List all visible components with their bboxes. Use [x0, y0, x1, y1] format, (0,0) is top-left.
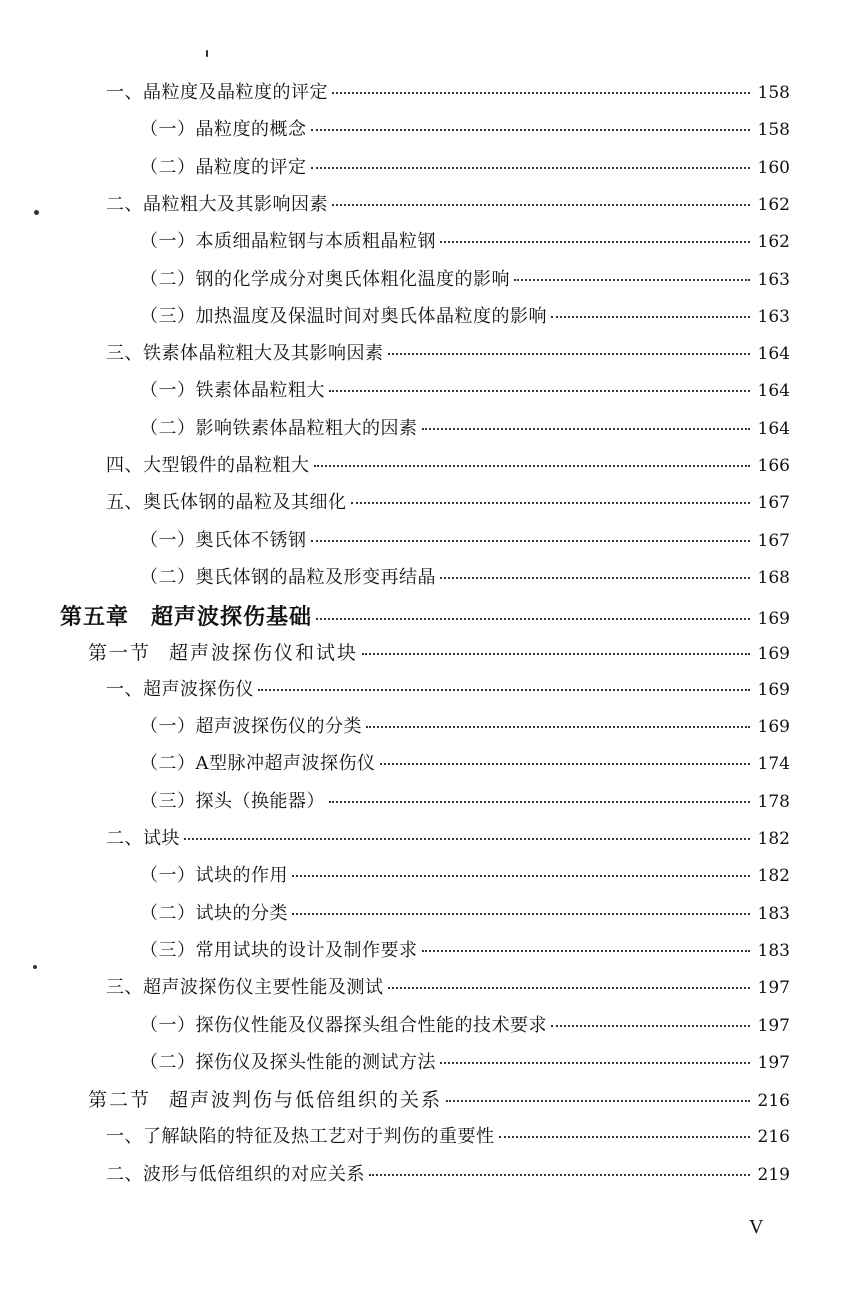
toc-entry-page: 169 — [757, 717, 790, 738]
toc-entry-number: 第五章 — [60, 605, 130, 631]
toc-entry-sub — [140, 153, 790, 179]
toc-entry-text: 一、了解缺陷的特征及热工艺对于判伤的重要性 — [106, 1126, 495, 1148]
toc-entry-page: 163 — [757, 306, 790, 327]
toc-entry-item — [106, 339, 790, 365]
dot-leader — [388, 987, 751, 989]
toc-entry-text: （二）影响铁素体晶粒粗大的因素 — [140, 417, 418, 439]
dot-leader — [440, 577, 750, 579]
toc-entry-text: （一）超声波探伤仪的分类 — [140, 716, 362, 738]
toc-entry-text: （一）晶粒度的概念 — [140, 119, 307, 141]
dot-leader — [380, 763, 751, 765]
toc-entry-text: （二）晶粒度的评定 — [140, 156, 307, 178]
dot-leader — [311, 167, 751, 169]
toc-entry-item — [106, 190, 790, 216]
toc-entry-page: 164 — [757, 381, 790, 402]
toc-entry-text: （三）加热温度及保温时间对奥氏体晶粒度的影响 — [140, 305, 547, 327]
toc-entry-page: 158 — [757, 120, 790, 141]
toc-entry-title — [140, 265, 510, 291]
toc-entry-title — [140, 1011, 547, 1037]
toc-entry-item — [106, 675, 790, 701]
toc-entry-sub — [140, 526, 790, 552]
toc-entry-sub — [140, 414, 790, 440]
dot-leader — [184, 838, 750, 840]
dot-leader — [446, 1100, 750, 1102]
toc-entry-sub — [140, 227, 790, 253]
toc-entry-sub — [140, 265, 790, 291]
toc-entry-page: 167 — [757, 530, 790, 551]
toc-entry-text: 一、晶粒度及晶粒度的评定 — [106, 82, 328, 103]
toc-entry-text: 五、奥氏体钢的晶粒及其细化 — [106, 492, 347, 514]
toc-entry-title — [106, 78, 328, 104]
toc-entry-text: 超声波判伤与低倍组织的关系 — [169, 1089, 443, 1112]
toc-entry-title — [140, 936, 418, 962]
toc-entry-text: 二、试块 — [106, 828, 180, 849]
toc-entry-text: （一）本质细晶粒钢与本质粗晶粒钢 — [140, 231, 436, 253]
toc-entry-text: 超声波探伤基础 — [151, 605, 313, 631]
dot-leader — [329, 801, 750, 803]
toc-entry-number: 第一节 — [88, 641, 152, 664]
dot-leader — [351, 502, 751, 504]
toc-entry-item — [106, 451, 790, 477]
toc-entry-page: 197 — [757, 1052, 790, 1073]
toc-entry-page: 169 — [757, 609, 790, 630]
toc-entry-page: 167 — [757, 493, 790, 514]
toc-entry-page: 216 — [757, 1127, 790, 1148]
toc-entry-text: （一）探伤仪性能及仪器探头组合性能的技术要求 — [140, 1014, 547, 1036]
toc-entry-text: （二）探伤仪及探头性能的测试方法 — [140, 1051, 436, 1073]
toc-entry-text: （一）奥氏体不锈钢 — [140, 529, 307, 551]
toc-entry-page: 169 — [757, 679, 790, 700]
toc-entry-title — [140, 376, 325, 402]
toc-entry-title — [140, 1048, 436, 1074]
toc-entry-title — [140, 227, 436, 253]
dot-leader — [258, 689, 750, 691]
toc-entry-sub — [140, 376, 790, 402]
toc-entry-page: 162 — [757, 194, 790, 215]
toc-entry-title — [140, 899, 288, 925]
toc-entry-sub — [140, 115, 790, 141]
toc-entry-text: （一）试块的作用 — [140, 865, 288, 887]
toc-entry-page: 178 — [757, 791, 790, 812]
scan-speck — [206, 50, 208, 57]
toc-entry-sub — [140, 899, 790, 925]
dot-leader — [422, 428, 751, 430]
toc-entry-title — [106, 973, 384, 999]
toc-entry-text: （三）常用试块的设计及制作要求 — [140, 939, 418, 961]
toc-entry-sub — [140, 712, 790, 738]
toc-entry-page: 160 — [757, 157, 790, 178]
toc-entry-page: 182 — [757, 829, 790, 849]
toc-entry-text: （二）奥氏体钢的晶粒及形变再结晶 — [140, 566, 436, 588]
toc-entry-title — [88, 638, 358, 665]
toc-entry-title — [140, 787, 325, 813]
toc-entry-page: 166 — [757, 456, 790, 476]
toc-entry-title — [140, 302, 547, 328]
toc-entry-text: 三、超声波探伤仪主要性能及测试 — [106, 977, 384, 999]
toc-entry-title — [140, 153, 307, 179]
dot-leader — [499, 1136, 751, 1138]
toc-entry-title — [140, 563, 436, 589]
toc-entry-chapter — [60, 600, 790, 631]
toc-entry-page: 158 — [757, 83, 790, 103]
toc-entry-item — [106, 824, 790, 850]
dot-leader — [314, 465, 751, 467]
toc-entry-sub — [140, 302, 790, 328]
toc-entry-sub — [140, 563, 790, 589]
toc-entry-item — [106, 1160, 790, 1186]
toc-entry-number: 第二节 — [88, 1089, 152, 1112]
toc-entry-text: 四、大型锻件的晶粒粗大 — [106, 455, 310, 476]
toc-entry-sub — [140, 861, 790, 887]
toc-entry-sub — [140, 787, 790, 813]
dot-leader — [332, 92, 750, 94]
dot-leader — [329, 390, 750, 392]
toc-entry-title — [106, 675, 254, 701]
toc-entry-title — [106, 190, 328, 216]
toc-entry-section — [88, 638, 790, 665]
toc-entry-text: （二）试块的分类 — [140, 902, 288, 924]
toc-entry-title — [106, 1160, 365, 1186]
toc-entry-title — [106, 1122, 495, 1148]
toc-entry-title — [106, 824, 180, 850]
dot-leader — [366, 726, 750, 728]
dot-leader — [422, 950, 751, 952]
toc-entry-page: 174 — [757, 754, 790, 775]
toc-entry-title — [140, 712, 362, 738]
toc-entry-title — [140, 414, 418, 440]
toc-entry-text: 超声波探伤仪和试块 — [169, 641, 359, 664]
toc-entry-title — [106, 339, 384, 365]
dot-leader — [332, 204, 750, 206]
toc-entry-title — [60, 600, 312, 631]
dot-leader — [362, 653, 750, 655]
toc-entry-page: 164 — [757, 418, 790, 439]
toc-entry-text: 二、波形与低倍组织的对应关系 — [106, 1163, 365, 1185]
toc-entry-page: 164 — [757, 344, 790, 365]
dot-leader — [388, 353, 751, 355]
toc-entry-sub — [140, 749, 790, 775]
toc-entry-page: 169 — [757, 643, 790, 664]
dot-leader — [292, 913, 750, 915]
toc-entry-page: 216 — [757, 1091, 790, 1112]
toc-entry-text: （二）钢的化学成分对奥氏体粗化温度的影响 — [140, 268, 510, 290]
toc-entry-title — [106, 451, 310, 477]
toc-entry-text: （二）A型脉冲超声波探伤仪 — [140, 753, 376, 775]
dot-leader — [440, 241, 750, 243]
dot-leader — [311, 540, 751, 542]
toc-entry-sub — [140, 1011, 790, 1037]
toc-entry-page: 219 — [757, 1164, 790, 1185]
toc-entry-page: 182 — [757, 866, 790, 887]
toc-entry-section — [88, 1085, 790, 1112]
scan-speck — [34, 210, 39, 215]
toc-entry-text: 二、晶粒粗大及其影响因素 — [106, 193, 328, 215]
toc-entry-sub — [140, 936, 790, 962]
scan-speck — [33, 965, 37, 969]
toc-entry-item — [106, 1122, 790, 1148]
toc-entry-item — [106, 78, 790, 104]
toc-entry-page: 197 — [757, 1015, 790, 1036]
toc-entry-sub — [140, 1048, 790, 1074]
toc-entry-text: （三）探头（换能器） — [140, 790, 325, 812]
toc-entry-title — [140, 861, 288, 887]
toc-entry-title — [140, 115, 307, 141]
toc-entry-page: 183 — [757, 903, 790, 924]
toc-entry-page: 168 — [757, 567, 790, 588]
toc-entry-text: （一）铁素体晶粒粗大 — [140, 380, 325, 402]
toc-entry-title — [140, 526, 307, 552]
dot-leader — [551, 1025, 750, 1027]
dot-leader — [514, 279, 750, 281]
dot-leader — [551, 316, 750, 318]
toc-entry-title — [140, 749, 376, 775]
dot-leader — [440, 1062, 750, 1064]
toc-entry-text: 三、铁素体晶粒粗大及其影响因素 — [106, 343, 384, 365]
toc-entry-text: 一、超声波探伤仪 — [106, 678, 254, 700]
dot-leader — [292, 875, 750, 877]
dot-leader — [311, 129, 751, 131]
dot-leader — [369, 1174, 750, 1176]
toc-entry-item — [106, 973, 790, 999]
toc-entry-title — [88, 1085, 442, 1112]
toc-entry-title — [106, 488, 347, 514]
page-number-folio: V — [749, 1216, 764, 1238]
toc-entry-item — [106, 488, 790, 514]
toc-entry-page: 163 — [757, 269, 790, 290]
dot-leader — [316, 618, 750, 620]
toc-entry-page: 183 — [757, 940, 790, 961]
toc-entry-page: 162 — [757, 232, 790, 253]
toc-entry-page: 197 — [757, 978, 790, 999]
